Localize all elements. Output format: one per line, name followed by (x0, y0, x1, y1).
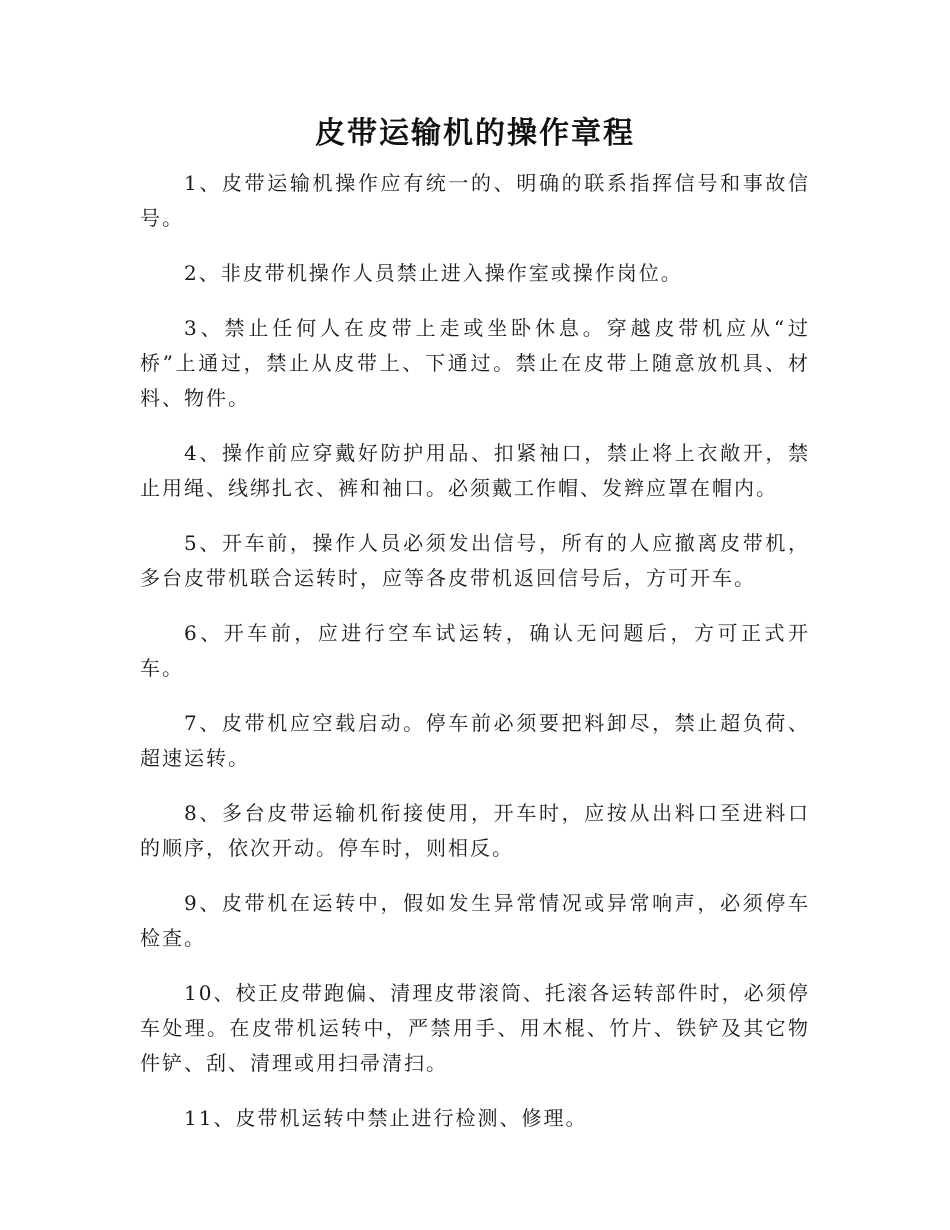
paragraph-5: 5、开车前，操作人员必须发出信号，所有的人应撤离皮带机，多台皮带机联合运转时，应等各皮带机返回信号后，方可开车。 (140, 531, 810, 590)
page-title: 皮带运输机的操作章程 (315, 116, 635, 151)
paragraph-7: 7、皮带机应空载启动。停车前必须要把料卸尽，禁止超负荷、超速运转。 (140, 711, 810, 770)
paragraph-11: 11、皮带机运转中禁止进行检测、修理。 (184, 1106, 588, 1130)
paragraph-10: 10、校正皮带跑偏、清理皮带滚筒、托滚各运转部件时，必须停车处理。在皮带机运转中，严禁用手、用木棍、竹片、铁铲及其它物件铲、刮、清理或用扫帚清扫。 (140, 981, 810, 1075)
paragraph-3: 3、禁止任何人在皮带上走或坐卧休息。穿越皮带机应从“过桥”上通过，禁止从皮带上、下通过。禁止在皮带上随意放机具、材料、物件。 (140, 316, 810, 410)
paragraph-1: 1、皮带运输机操作应有统一的、明确的联系指挥信号和事故信号。 (140, 171, 810, 230)
paragraph-2: 2、非皮带机操作人员禁止进入操作室或操作岗位。 (184, 261, 683, 285)
paragraph-8: 8、多台皮带运输机衔接使用，开车时，应按从出料口至进料口的顺序，依次开动。停车时，则相反。 (140, 801, 810, 860)
document-body (140, 166, 810, 1156)
paragraph-4: 4、操作前应穿戴好防护用品、扣紧袖口，禁止将上衣敞开，禁止用绳、线绑扎衣、裤和袖口。必须戴工作帽、发辫应罩在帽内。 (140, 441, 810, 500)
paragraph-9: 9、皮带机在运转中，假如发生异常情况或异常响声，必须停车检查。 (140, 891, 810, 950)
paragraph-6: 6、开车前，应进行空车试运转，确认无问题后，方可正式开车。 (140, 621, 810, 680)
